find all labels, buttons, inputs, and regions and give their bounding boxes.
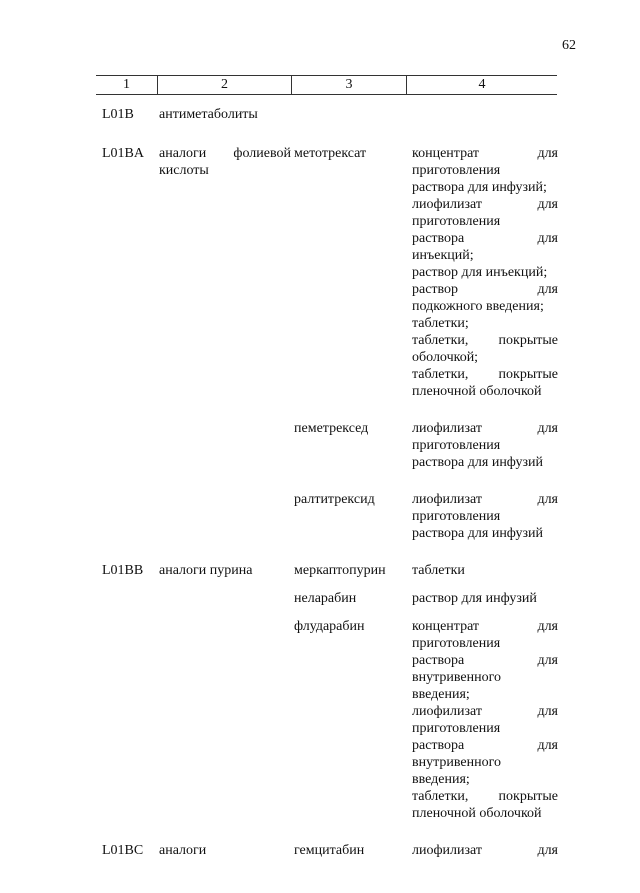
drug-name: гемцитабин: [294, 843, 365, 858]
table-row: [0, 491, 640, 542]
table-row: [0, 420, 640, 471]
atc-code: L01B: [102, 107, 134, 122]
dosage-forms: концентрат для приготовления раствора для внутривенного введения; лиофилизат для приготовления раствора для внутривенного введения; таблетки, покрытые пленочной оболочкой: [412, 619, 558, 821]
dosage-forms: концентрат для приготовления раствора для инфузий; лиофилизат для приготовления раствора для инъекций; раствор для инъекций; раствор для подкожного введения; таблетки; таблетки, покрытые оболочкой; таблетки, покрытые пленочной оболочкой: [412, 146, 558, 399]
table-row: [0, 562, 640, 579]
drug-name: меркаптопурин: [294, 563, 386, 578]
table-row: [0, 145, 640, 400]
drug-name: флударабин: [294, 619, 365, 634]
dosage-forms: раствор для инфузий: [412, 591, 537, 606]
header-col-2: 2: [157, 76, 291, 94]
header-col-3: 3: [291, 76, 406, 94]
table-body: [0, 106, 640, 859]
atc-code: L01BA: [102, 146, 144, 161]
table-row: [0, 106, 640, 123]
group-name: аналоги пурина: [159, 563, 253, 578]
dosage-forms: лиофилизат для приготовления раствора для инфузий: [412, 492, 558, 541]
drug-name: метотрексат: [294, 146, 367, 161]
header-col-4: 4: [406, 76, 557, 94]
dosage-forms: таблетки: [412, 563, 465, 578]
table-header: [96, 75, 557, 95]
drug-name: пеметрексед: [294, 421, 369, 436]
drug-name: неларабин: [294, 591, 357, 606]
drug-name: ралтитрексид: [294, 492, 375, 507]
table-row: [0, 842, 640, 859]
group-name: аналоги: [159, 843, 207, 858]
atc-code: L01BC: [102, 843, 144, 858]
dosage-forms: лиофилизат для приготовления раствора для инфузий: [412, 421, 558, 470]
atc-code: L01BB: [102, 563, 144, 578]
table-row: [0, 618, 640, 822]
group-name: аналоги фолиевой кислоты: [159, 146, 291, 178]
header-col-1: 1: [123, 77, 130, 92]
table-row: [0, 590, 640, 607]
page-number: 62: [562, 38, 576, 53]
group-name: антиметаболиты: [159, 107, 258, 122]
dosage-forms: лиофилизат для: [412, 843, 558, 858]
